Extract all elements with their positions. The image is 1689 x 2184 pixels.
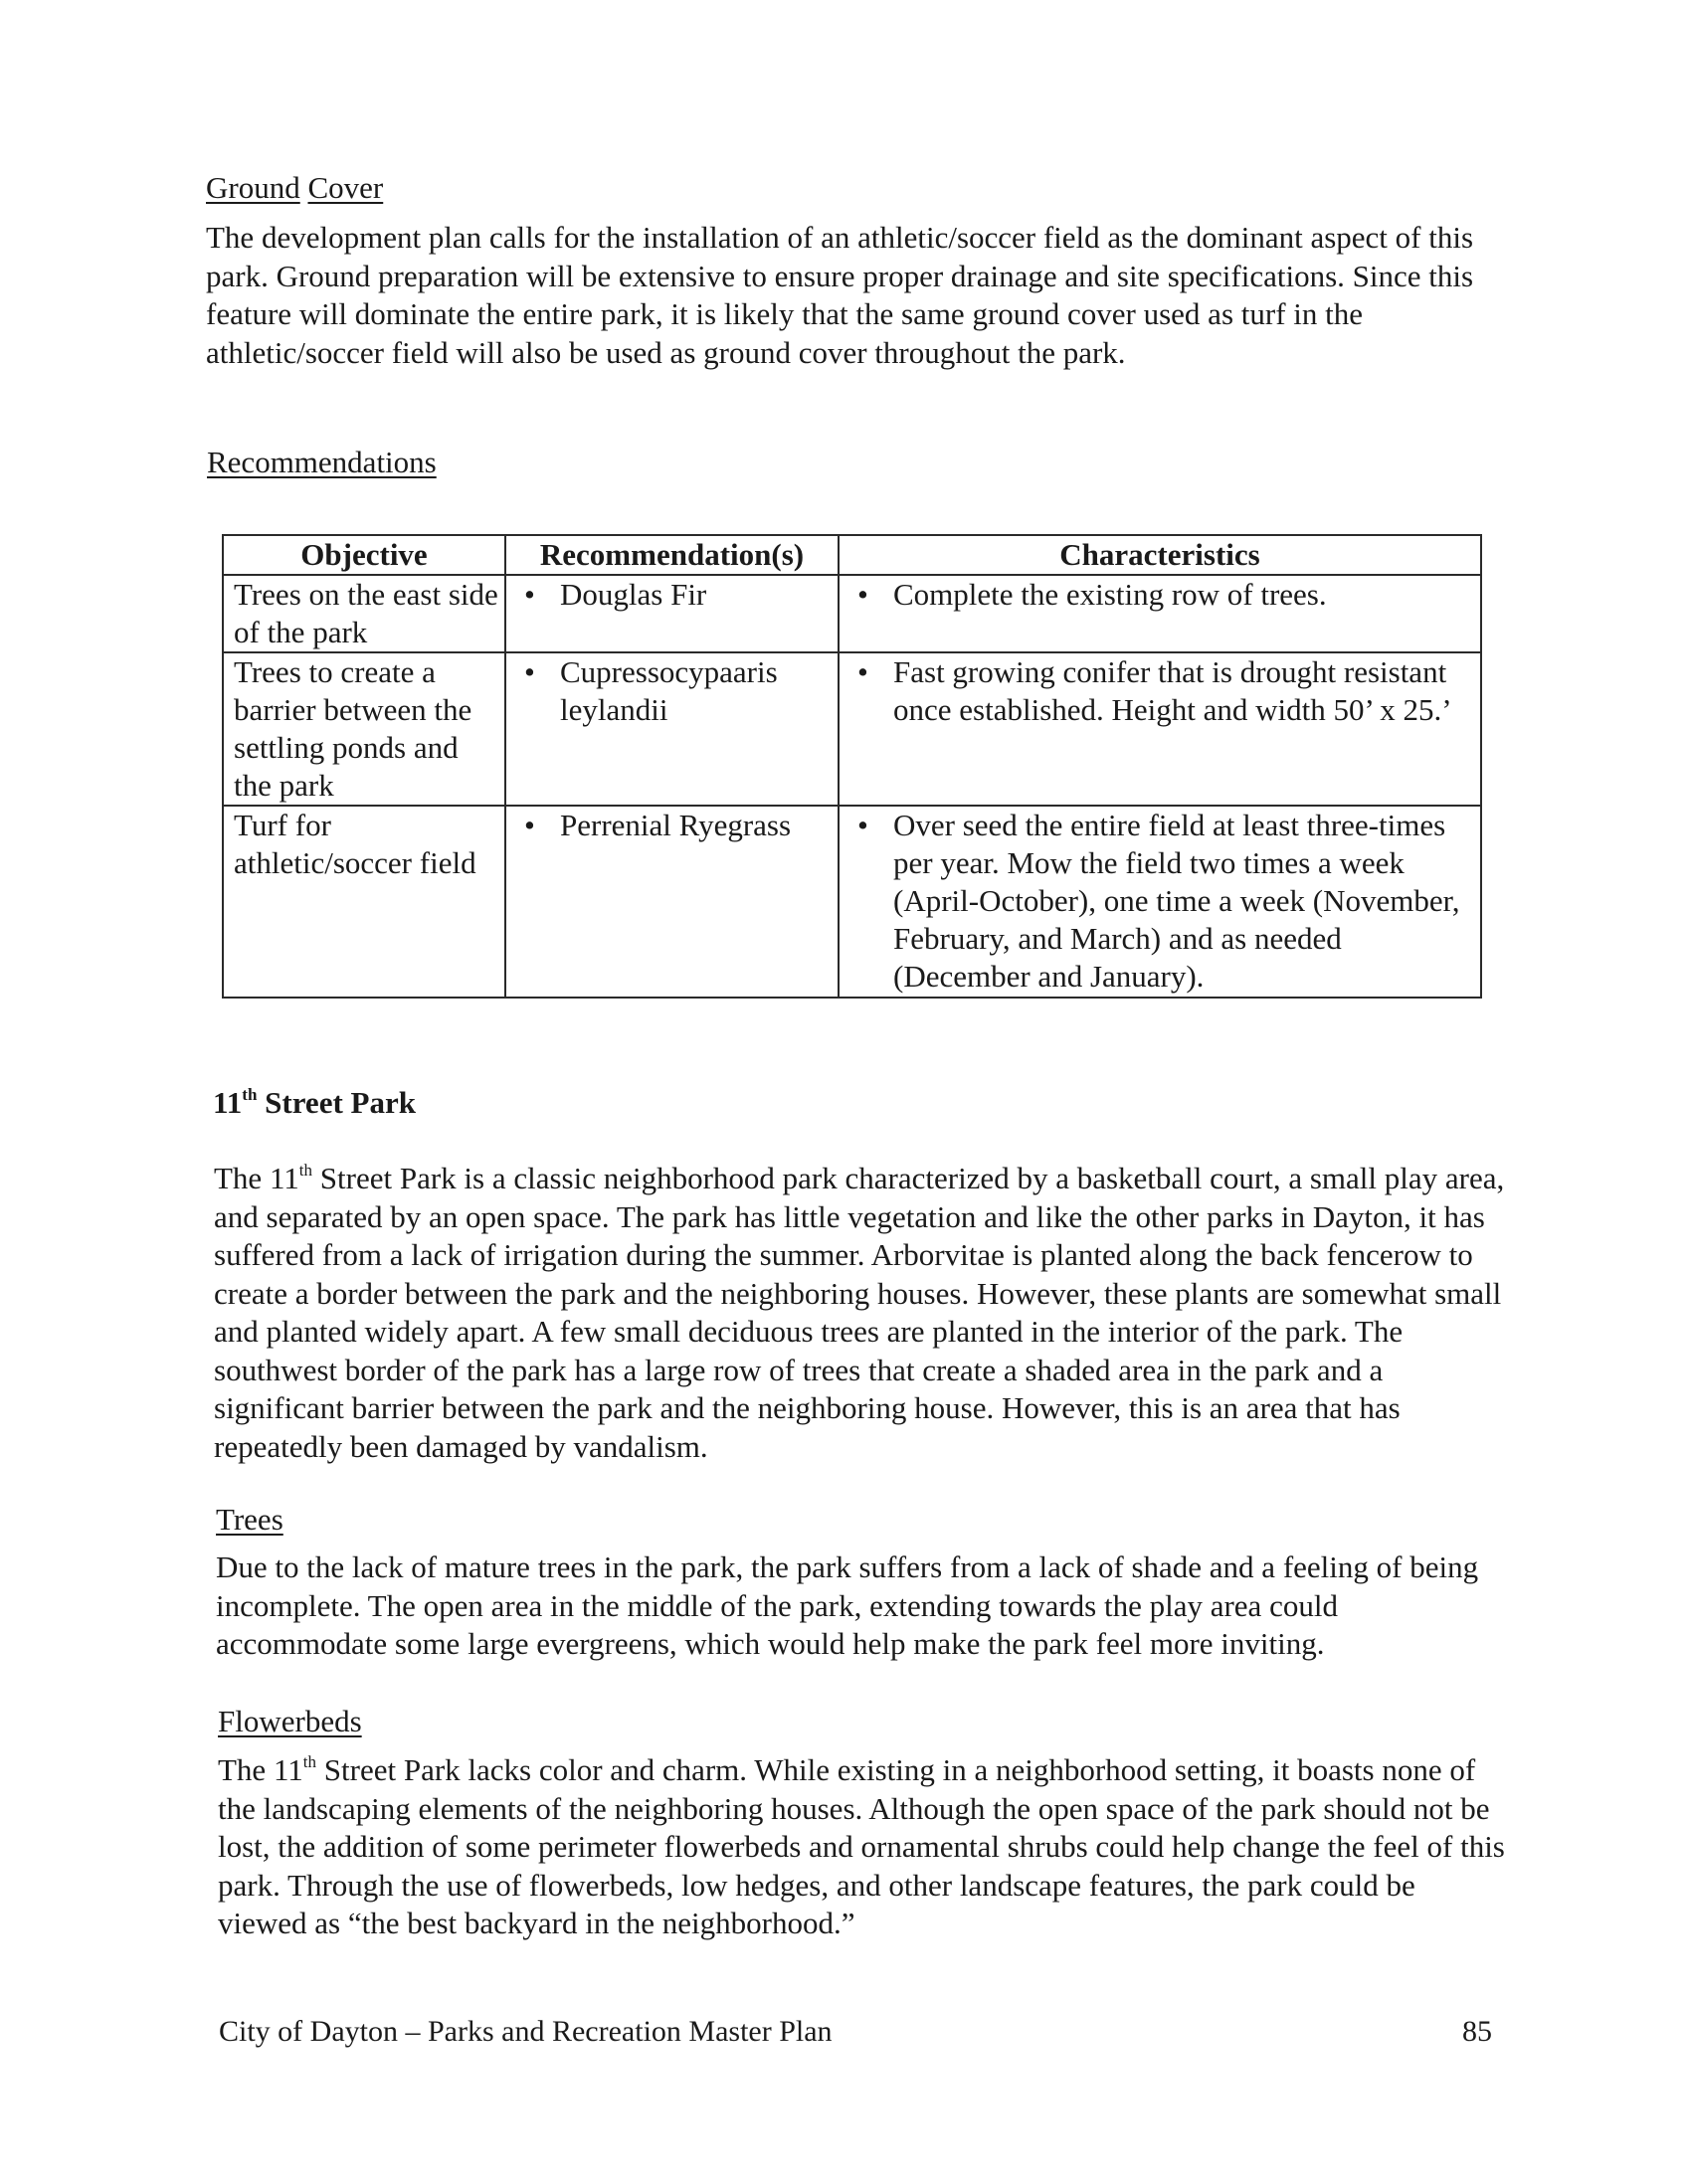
street-park-heading: 11th Street Park	[213, 1084, 416, 1120]
table-header-row	[223, 535, 1481, 575]
bullet-icon: •	[524, 808, 535, 842]
bullet-icon: •	[857, 577, 868, 612]
street-park-paragraph: The 11th Street Park is a classic neighborhood park characterized by a basketball court, a small play area, and separated by an open space. The park has little vegetation and like the other parks in Dayton, it has suffered from a lack of irrigation during the summer. Arborvitae is planted along the back fencerow to create a border between the park and the neighboring houses. However, these plants are somewhat small and planted widely apart. A few small deciduous trees are planted in the interior of the park. The southwest border of the park has a large row of trees that create a shaded area in the park and a significant barrier between the park and the neighboring house. However, this is an area that has repeatedly been damaged by vandalism.	[214, 1160, 1505, 1464]
page-number: 85	[1462, 2015, 1492, 2048]
bullet-icon: •	[857, 808, 868, 842]
ground-cover-heading: Ground Cover	[206, 170, 384, 205]
table-row	[223, 652, 1481, 806]
recommendations-table	[222, 534, 1482, 999]
objective-cell: Trees to create a barrier between the settling ponds and the park	[223, 652, 505, 806]
flowerbeds-heading: Flowerbeds	[218, 1704, 362, 1738]
header-characteristics: Characteristics	[839, 535, 1481, 575]
bullet-icon: •	[524, 577, 535, 612]
header-objective: Objective	[223, 535, 505, 575]
characteristics-cell: • Complete the existing row of trees.	[839, 575, 1481, 652]
header-recommendations: Recommendation(s)	[505, 535, 839, 575]
trees-heading: Trees	[216, 1502, 283, 1537]
bullet-icon: •	[857, 654, 868, 689]
recommendation-cell: • Perrenial Ryegrass	[505, 806, 839, 998]
bullet-icon: •	[524, 654, 535, 689]
table-row	[223, 806, 1481, 998]
recommendation-cell: • Cupressocypaaris leylandii	[505, 652, 839, 806]
table-row	[223, 575, 1481, 652]
ground-cover-paragraph: The development plan calls for the installation of an athletic/soccer field as the dominant aspect of this park. Ground preparation will be extensive to ensure proper drainage and site specifications. Since this feature will dominate the entire park, it is likely that the same ground cover used as turf in the athletic/soccer field will also be used as ground cover throughout the park.	[206, 220, 1474, 370]
characteristics-cell: • Fast growing conifer that is drought resistant once established. Height and width 50’ x 25.’	[839, 652, 1481, 806]
flowerbeds-paragraph: The 11th Street Park lacks color and charm. While existing in a neighborhood setting, it boasts none of the landscaping elements of the neighboring houses. Although the open space of the park should not be lost, the addition of some perimeter flowerbeds and ornamental shrubs could help change the feel of this park. Through the use of flowerbeds, low hedges, and other landscape features, the park could be viewed as “the best backyard in the neighborhood.”	[218, 1751, 1505, 1940]
trees-paragraph: Due to the lack of mature trees in the park, the park suffers from a lack of shade and a feeling of being incomplete. The open area in the middle of the park, extending towards the play area could accommodate some large evergreens, which would help make the park feel more inviting.	[216, 1549, 1479, 1661]
objective-cell: Trees on the east side of the park	[223, 575, 505, 652]
objective-cell: Turf for athletic/soccer field	[223, 806, 505, 998]
footer-title: City of Dayton – Parks and Recreation Master Plan	[219, 2015, 833, 2048]
characteristics-cell: • Over seed the entire field at least three-times per year. Mow the field two times a week (April-October), one time a week (November, February, and March) and as needed (December and January).	[839, 806, 1481, 998]
recommendations-heading: Recommendations	[207, 445, 437, 479]
recommendation-cell: • Douglas Fir	[505, 575, 839, 652]
